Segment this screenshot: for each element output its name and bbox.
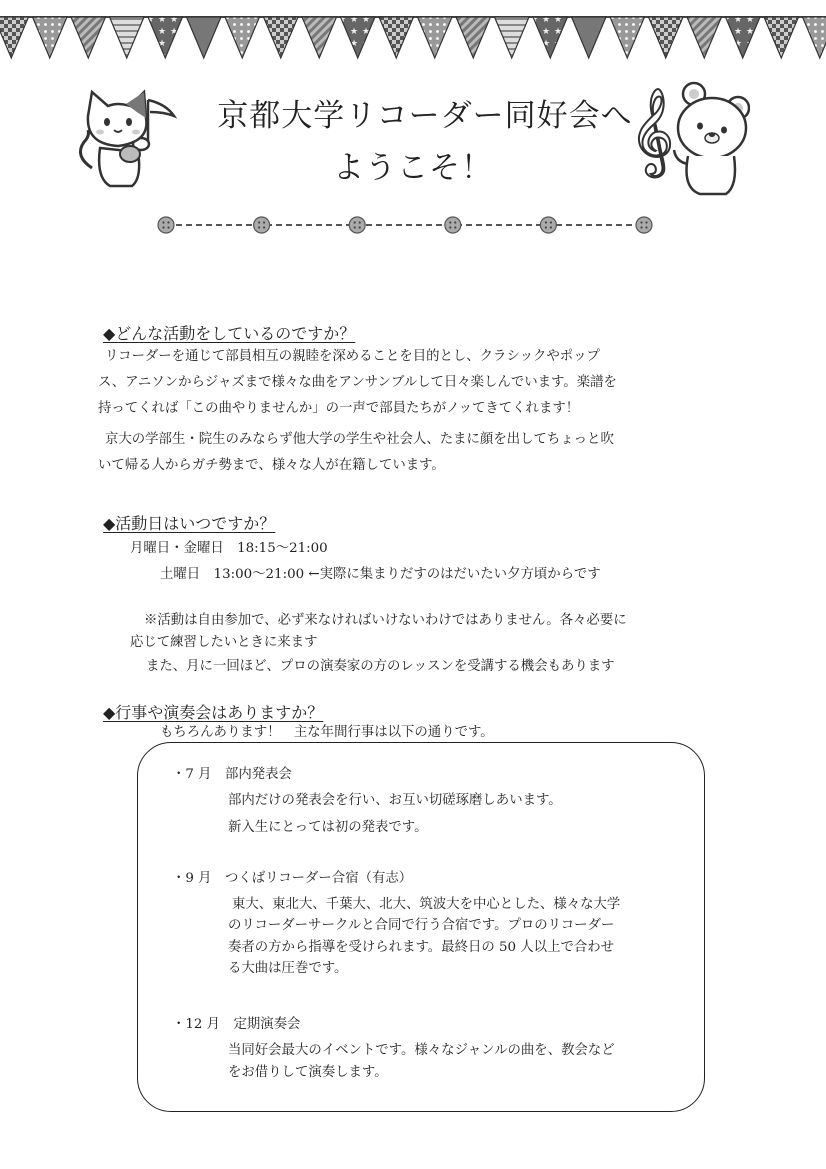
pennant-flag xyxy=(456,17,491,58)
divider-button xyxy=(540,217,556,233)
schedule-line: 月曜日・金曜日 18:15〜21:00 xyxy=(130,541,328,556)
event-text-line: のリコーダーサークルと合同で行う合宿です。プロのリコーダー xyxy=(228,918,615,933)
pennant-flag xyxy=(225,17,260,58)
event-title: ・12 月 定期演奏会 xyxy=(172,1017,301,1032)
section-heading-activities: ◆どんな活動をしているのですか？ xyxy=(103,324,356,343)
pennant-flag xyxy=(0,17,29,58)
pennant-flag xyxy=(33,17,68,58)
section-heading-events: ◆行事や演奏会はありますか？ xyxy=(103,703,324,722)
pennant-flag xyxy=(418,17,453,58)
pennant-flag xyxy=(302,17,337,58)
activity-text-line: 持ってくれば「この曲やりませんか」の一声で部員たちがノッてきてくれます！ xyxy=(98,401,580,416)
activity-text-line: 京大の学部生・院生のみならず他大学の学生や社会人、たまに顔を出してちょっと吹 xyxy=(105,432,614,447)
activity-text-line: リコーダーを通じて部員相互の親睦を深めることを目的とし、クラシックやポップ xyxy=(105,349,600,364)
pennant-flag xyxy=(803,17,826,58)
pennant-flag xyxy=(649,17,684,58)
divider-button xyxy=(445,217,461,233)
pennant-flag xyxy=(764,17,799,58)
pennant-flag xyxy=(610,17,645,58)
event-text-line: 奏者の方から指導を受けられます。最終日の 50 人以上で合わせ xyxy=(228,940,615,955)
event-title: ・7 月 部内発表会 xyxy=(172,767,292,782)
pennant-flag xyxy=(687,17,722,58)
button-stitch-divider xyxy=(150,212,660,238)
divider-button xyxy=(636,217,652,233)
pennant-flag xyxy=(572,17,607,58)
pennant-flag xyxy=(379,17,414,58)
pennant-flag xyxy=(264,17,299,58)
pennant-flag xyxy=(495,17,530,58)
pennant-flag xyxy=(187,17,222,58)
pennant-flag xyxy=(110,17,145,58)
activity-text-line: ス、アニソンからジャズまで様々な曲をアンサンブルして日々楽しんでいます。楽譜を xyxy=(98,375,617,390)
event-title: ・9 月 つくばリコーダー合宿（有志） xyxy=(172,871,413,886)
event-text-line: 新入生にとっては初の発表です。 xyxy=(228,820,428,835)
page-title-line-2: ようこそ！ xyxy=(333,150,493,186)
note-line: ※活動は自由参加で、必ず来なければいけないわけではありません。各々必要に xyxy=(144,613,627,628)
cat-with-music-note-icon xyxy=(70,82,182,192)
events-intro: もちろんあります！ 主な年間行事は以下の通りです。 xyxy=(160,725,494,740)
event-text-line: 東大、東北大、千葉大、北大、筑波大を中心とした、様々な大学 xyxy=(232,897,621,912)
event-text-line: 当同好会最大のイベントです。様々なジャンルの曲を、教会など xyxy=(228,1043,615,1058)
pennant-flag xyxy=(726,17,761,58)
page-title-line-1: 京都大学リコーダー同好会へ xyxy=(217,98,633,134)
event-text-line: 部内だけの発表会を行い、お互い切磋琢磨しあいます。 xyxy=(228,793,562,808)
pennant-flag xyxy=(148,17,183,58)
divider-button xyxy=(349,217,365,233)
pennant-flag xyxy=(533,17,568,58)
divider-button xyxy=(254,217,270,233)
schedule-line: 土曜日 13:00〜21:00 ←実際に集まりだすのはだいたい夕方頃からです xyxy=(160,567,601,582)
section-heading-schedule: ◆活動日はいつですか？ xyxy=(103,514,276,533)
pennant-flag xyxy=(341,17,376,58)
note-line: 応じて練習したいときに来ます xyxy=(130,635,318,650)
divider-button xyxy=(158,217,174,233)
note-line: また、月に一回ほど、プロの演奏家の方のレッスンを受講する機会もあります xyxy=(146,659,615,674)
pennant-bunting-garland xyxy=(0,0,826,70)
activity-text-line: いて帰る人からガチ勢まで、様々な人が在籍しています。 xyxy=(98,458,445,473)
bear-with-treble-clef-icon xyxy=(630,78,750,198)
svg-text:𝄞: 𝄞 xyxy=(630,88,674,174)
event-text-line: る大曲は圧巻です。 xyxy=(228,961,348,976)
event-text-line: をお借りして演奏します。 xyxy=(228,1065,388,1080)
pennant-flag xyxy=(71,17,106,58)
